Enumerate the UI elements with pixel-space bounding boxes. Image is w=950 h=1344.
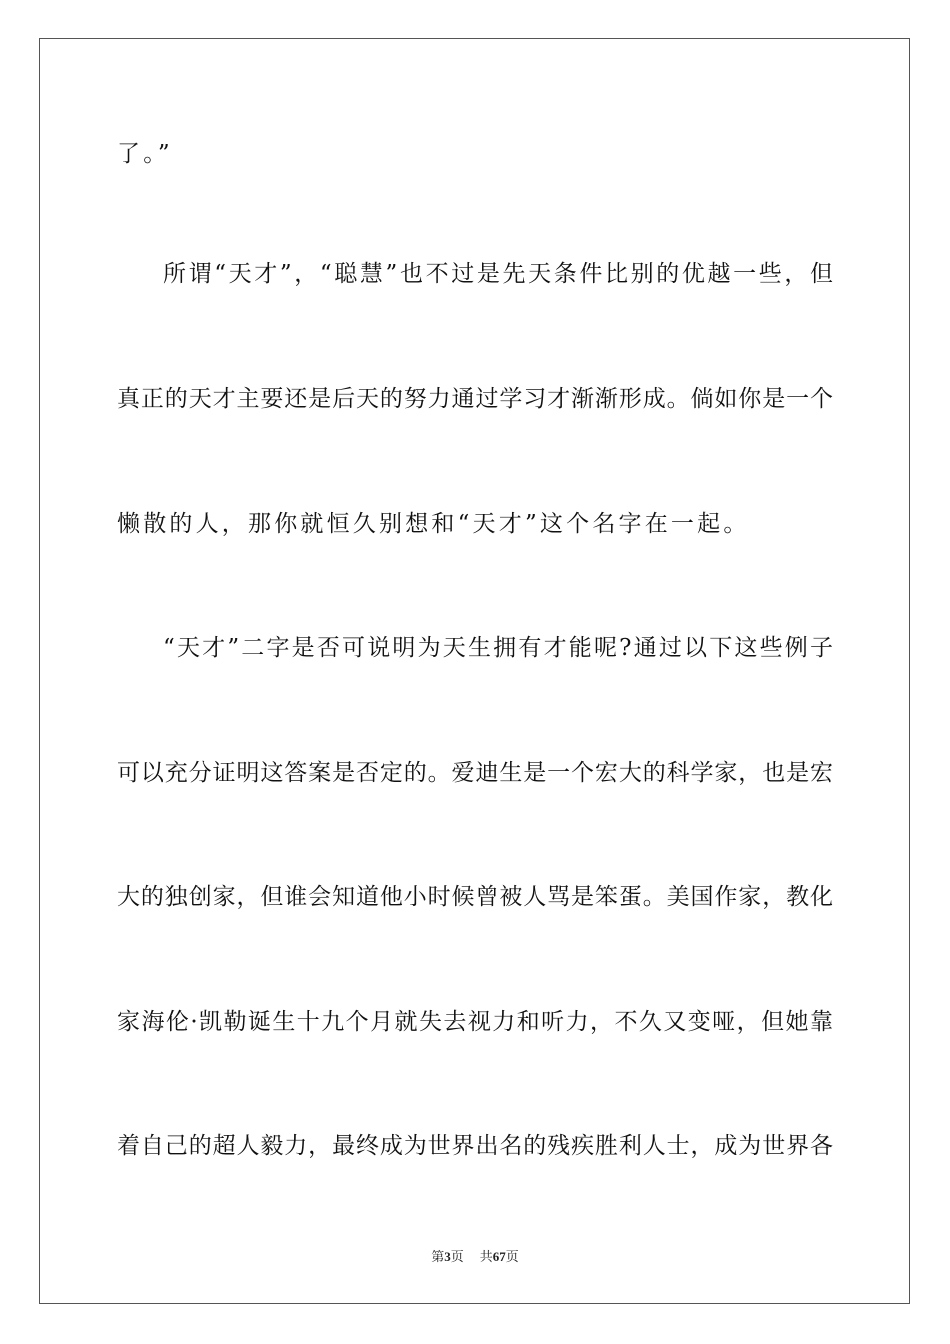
text-line-2: 所谓“天才”，“聪慧”也不过是先天条件比别的优越一些，但 [163, 261, 833, 287]
page-footer [0, 1249, 950, 1266]
text-line-1: 了。” [117, 141, 173, 167]
text-line-7: 大的独创家，但谁会知道他小时候曾被人骂是笨蛋。美国作家，教化 [117, 884, 833, 910]
page-suffix: 页 [450, 1250, 464, 1265]
page-number: 3 [444, 1249, 451, 1264]
total-pages: 67 [492, 1249, 506, 1264]
page-border [39, 38, 910, 1304]
text-line-9: 着自己的超人毅力，最终成为世界出名的残疾胜利人士，成为世界各 [117, 1133, 833, 1159]
text-line-5: “天才”二字是否可说明为天生拥有才能呢?通过以下这些例子 [163, 635, 833, 661]
text-line-4: 懒散的人，那你就恒久别想和“天才”这个名字在一起。 [117, 511, 750, 537]
total-prefix: 共 [479, 1250, 493, 1265]
text-line-8: 家海伦·凯勒诞生十九个月就失去视力和听力，不久又变哑，但她靠 [117, 1009, 833, 1035]
page-prefix: 第 [431, 1250, 445, 1265]
text-line-3: 真正的天才主要还是后天的努力通过学习才渐渐形成。倘如你是一个 [117, 386, 833, 412]
total-suffix: 页 [505, 1250, 519, 1265]
text-line-6: 可以充分证明这答案是否定的。爱迪生是一个宏大的科学家，也是宏 [117, 760, 833, 786]
